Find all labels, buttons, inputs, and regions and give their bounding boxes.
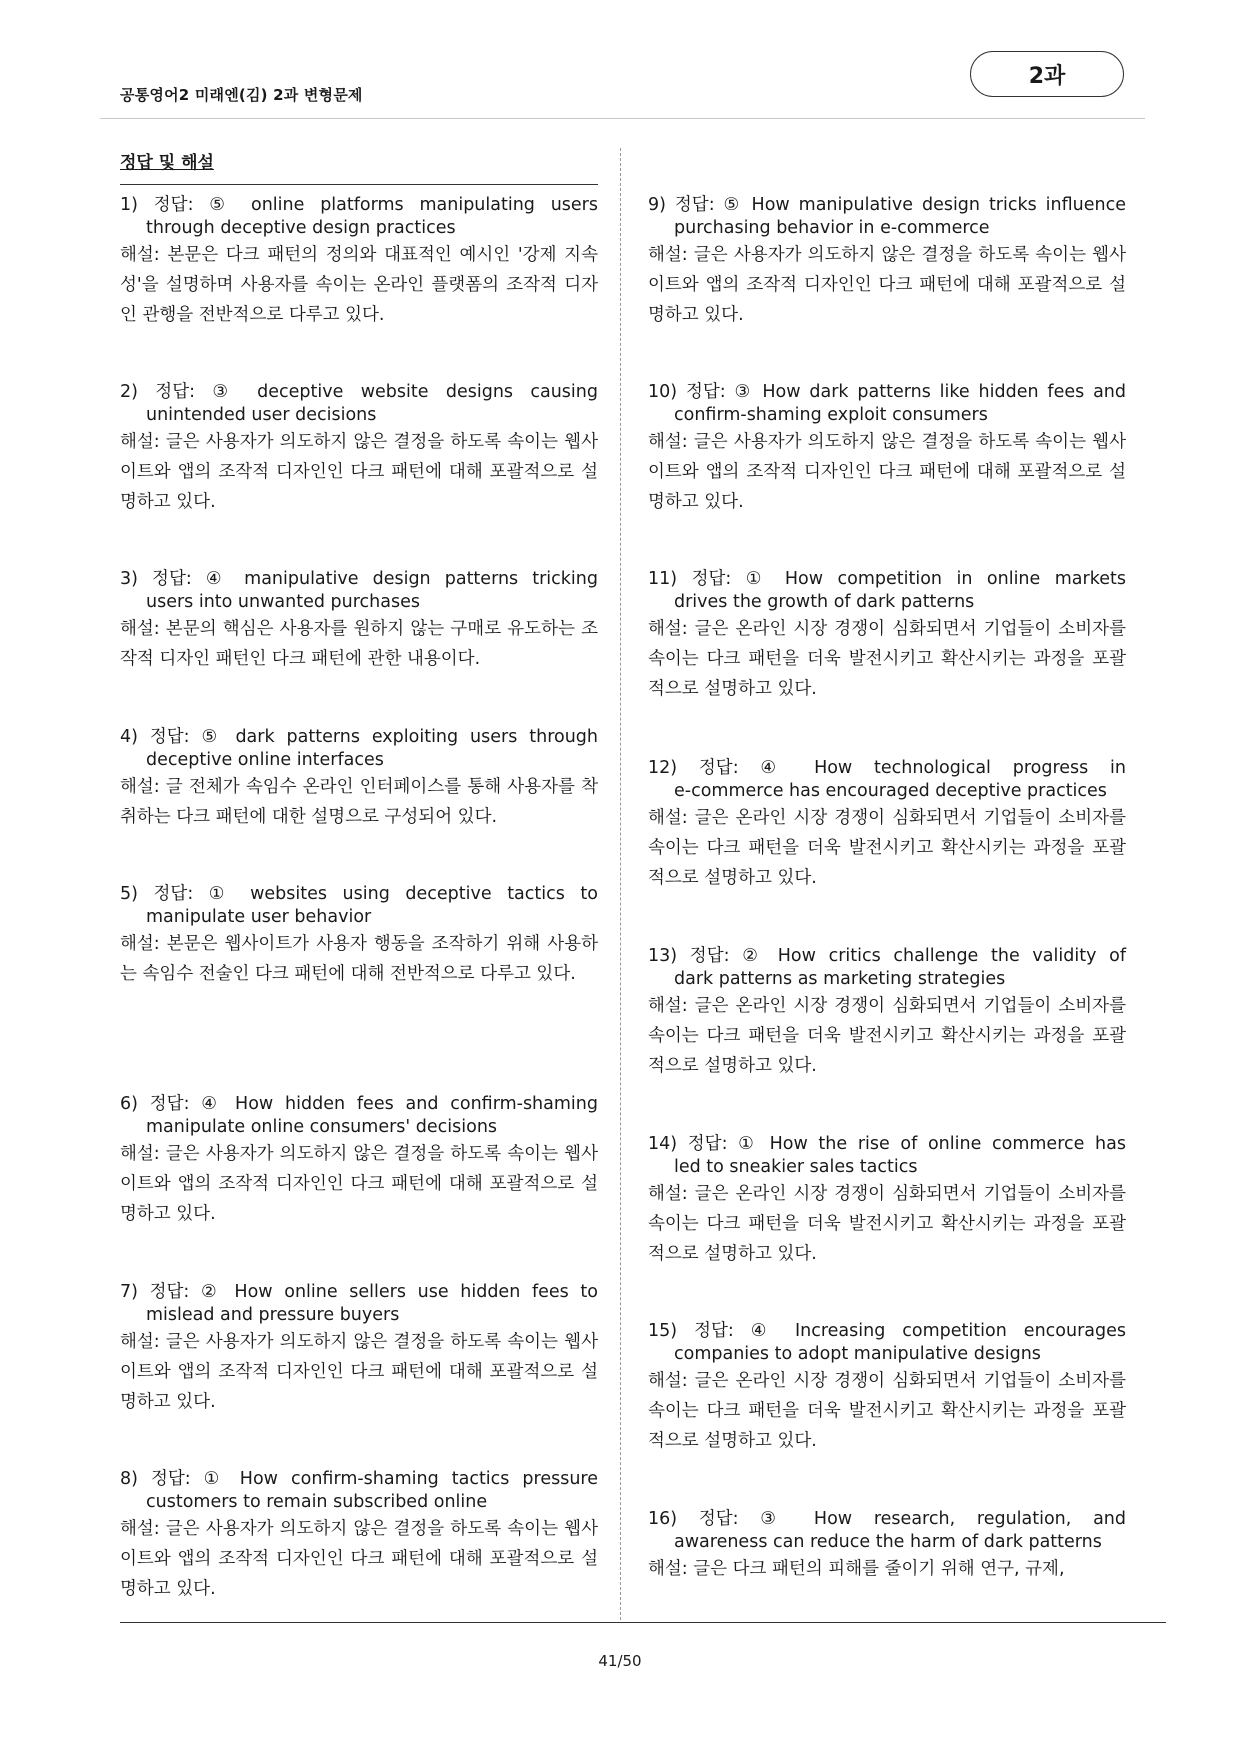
document-header-title: 공통영어2 미래엔(김) 2과 변형문제	[120, 86, 363, 104]
section-title: 정답 및 해설	[120, 153, 214, 173]
answer-item	[120, 883, 598, 989]
answer-continuation: led to sneakier sales tactics	[674, 1157, 918, 1177]
answer-continuation: through deceptive design practices	[146, 218, 456, 238]
answer-item	[648, 381, 1126, 517]
answer-line: 13) 정답: ② How critics challenge the validity of	[648, 946, 1126, 966]
answer-line: 11) 정답: ① How competition in online markets	[648, 569, 1126, 589]
explanation: 해설: 글은 온라인 시장 경쟁이 심화되면서 기업들이 소비자를 속이는 다크 패턴을 더욱 발전시키고 확산시키는 과정을 포괄적으로 설명하고 있다.	[648, 996, 1126, 1076]
explanation: 해설: 본문은 다크 패턴의 정의와 대표적인 예시인 '강제 지속성'을 설명하며 사용자를 속이는 온라인 플랫폼의 조작적 디자인 관행을 전반적으로 다루고 있다.	[120, 245, 598, 325]
answer-line: 7) 정답: ② How online sellers use hidden fees to	[120, 1282, 598, 1302]
answer-item	[120, 194, 598, 330]
explanation: 해설: 글은 사용자가 의도하지 않은 결정을 하도록 속이는 웹사이트와 앱의 조작적 디자인인 다크 패턴에 대해 포괄적으로 설명하고 있다.	[120, 1144, 598, 1224]
answer-line: 6) 정답: ④ How hidden fees and confirm-shaming	[120, 1094, 598, 1114]
explanation: 해설: 글은 온라인 시장 경쟁이 심화되면서 기업들이 소비자를 속이는 다크 패턴을 더욱 발전시키고 확산시키는 과정을 포괄적으로 설명하고 있다.	[648, 808, 1126, 888]
answer-line: 12) 정답: ④ How technological progress in	[648, 758, 1126, 778]
explanation: 해설: 글은 다크 패턴의 피해를 줄이기 위해 연구, 규제,	[648, 1559, 1065, 1579]
section-divider	[120, 184, 598, 185]
explanation: 해설: 글은 사용자가 의도하지 않은 결정을 하도록 속이는 웹사이트와 앱의 조작적 디자인인 다크 패턴에 대해 포괄적으로 설명하고 있다.	[120, 1332, 598, 1412]
answer-line: 9) 정답: ⑤ How manipulative design tricks influence	[648, 195, 1126, 215]
answer-item	[120, 726, 598, 832]
answer-line: 5) 정답: ① websites using deceptive tactics to	[120, 884, 598, 904]
answer-item	[120, 568, 598, 674]
explanation: 해설: 글은 사용자가 의도하지 않은 결정을 하도록 속이는 웹사이트와 앱의 조작적 디자인인 다크 패턴에 대해 포괄적으로 설명하고 있다.	[648, 432, 1126, 512]
answer-item	[120, 1281, 598, 1417]
explanation: 해설: 본문은 웹사이트가 사용자 행동을 조작하기 위해 사용하는 속임수 전술인 다크 패턴에 대해 전반적으로 다루고 있다.	[120, 934, 598, 984]
explanation: 해설: 본문의 핵심은 사용자를 원하지 않는 구매로 유도하는 조작적 디자인 패턴인 다크 패턴에 관한 내용이다.	[120, 619, 598, 669]
answer-item	[648, 945, 1126, 1081]
bottom-divider	[120, 1622, 1166, 1623]
column-divider	[620, 148, 621, 1620]
answer-item	[648, 568, 1126, 704]
answer-continuation: dark patterns as marketing strategies	[674, 969, 1006, 989]
answer-item	[648, 1133, 1126, 1269]
answer-item	[648, 1320, 1126, 1456]
answer-continuation: mislead and pressure buyers	[146, 1305, 400, 1325]
explanation: 해설: 글은 사용자가 의도하지 않은 결정을 하도록 속이는 웹사이트와 앱의 조작적 디자인인 다크 패턴에 대해 포괄적으로 설명하고 있다.	[648, 245, 1126, 325]
answer-item	[648, 1508, 1126, 1584]
explanation: 해설: 글은 온라인 시장 경쟁이 심화되면서 기업들이 소비자를 속이는 다크 패턴을 더욱 발전시키고 확산시키는 과정을 포괄적으로 설명하고 있다.	[648, 1371, 1126, 1451]
answer-continuation: e-commerce has encouraged deceptive practices	[674, 781, 1107, 801]
answer-continuation: manipulate user behavior	[146, 907, 372, 927]
answer-continuation: companies to adopt manipulative designs	[674, 1344, 1041, 1364]
answer-continuation: drives the growth of dark patterns	[674, 592, 975, 612]
answer-continuation: purchasing behavior in e-commerce	[674, 218, 990, 238]
answer-line: 14) 정답: ① How the rise of online commerce has	[648, 1134, 1126, 1154]
answer-continuation: awareness can reduce the harm of dark patterns	[674, 1532, 1102, 1552]
answer-item	[648, 194, 1126, 330]
explanation: 해설: 글은 온라인 시장 경쟁이 심화되면서 기업들이 소비자를 속이는 다크 패턴을 더욱 발전시키고 확산시키는 과정을 포괄적으로 설명하고 있다.	[648, 1184, 1126, 1264]
explanation: 해설: 글은 사용자가 의도하지 않은 결정을 하도록 속이는 웹사이트와 앱의 조작적 디자인인 다크 패턴에 대해 포괄적으로 설명하고 있다.	[120, 432, 598, 512]
page-number: 41/50	[598, 1652, 642, 1670]
answer-item	[120, 381, 598, 517]
answer-continuation: unintended user decisions	[146, 405, 377, 425]
answer-continuation: users into unwanted purchases	[146, 592, 420, 612]
explanation: 해설: 글은 사용자가 의도하지 않은 결정을 하도록 속이는 웹사이트와 앱의 조작적 디자인인 다크 패턴에 대해 포괄적으로 설명하고 있다.	[120, 1519, 598, 1599]
answer-item	[648, 757, 1126, 893]
explanation: 해설: 글 전체가 속임수 온라인 인터페이스를 통해 사용자를 착취하는 다크 패턴에 대한 설명으로 구성되어 있다.	[120, 777, 598, 827]
answer-line: 3) 정답: ④ manipulative design patterns tricking	[120, 569, 598, 589]
answer-continuation: confirm-shaming exploit consumers	[674, 405, 988, 425]
answer-item	[120, 1468, 598, 1604]
answer-line: 1) 정답: ⑤ online platforms manipulating users	[120, 195, 598, 215]
answer-item	[120, 1093, 598, 1229]
answer-line: 16) 정답: ③ How research, regulation, and	[648, 1509, 1126, 1529]
answer-continuation: deceptive online interfaces	[146, 750, 384, 770]
explanation: 해설: 글은 온라인 시장 경쟁이 심화되면서 기업들이 소비자를 속이는 다크 패턴을 더욱 발전시키고 확산시키는 과정을 포괄적으로 설명하고 있다.	[648, 619, 1126, 699]
header-divider	[100, 118, 1145, 119]
answer-line: 4) 정답: ⑤ dark patterns exploiting users through	[120, 727, 598, 747]
answer-line: 2) 정답: ③ deceptive website designs causing	[120, 382, 598, 402]
answer-continuation: customers to remain subscribed online	[146, 1492, 488, 1512]
answer-continuation: manipulate online consumers' decisions	[146, 1117, 498, 1137]
answer-line: 15) 정답: ④ Increasing competition encourages	[648, 1321, 1126, 1341]
lesson-badge: 2과	[970, 51, 1124, 97]
answer-line: 10) 정답: ③ How dark patterns like hidden fees and	[648, 382, 1126, 402]
answer-line: 8) 정답: ① How confirm-shaming tactics pressure	[120, 1469, 598, 1489]
